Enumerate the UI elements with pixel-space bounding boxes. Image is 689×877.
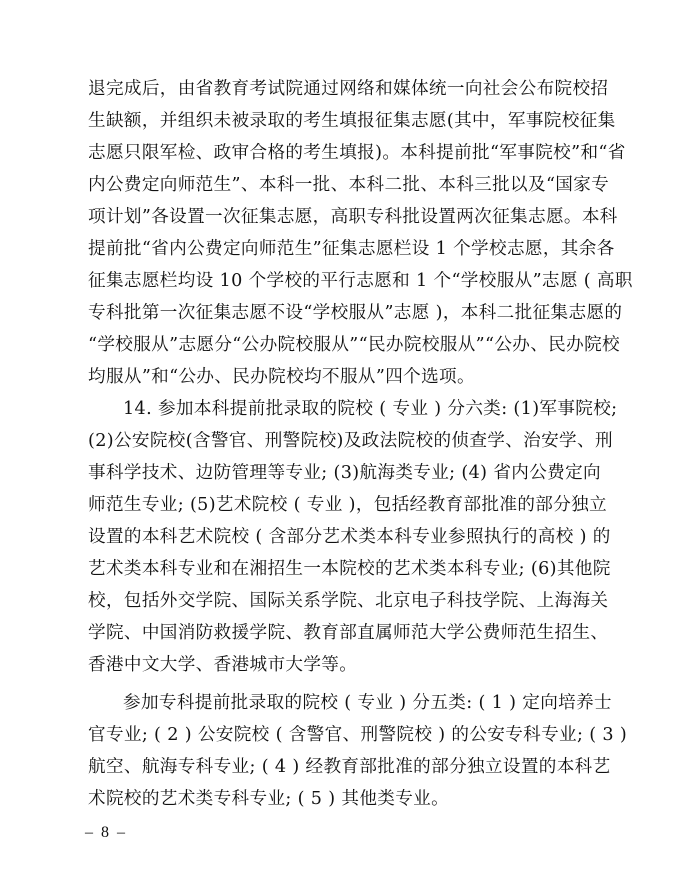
text-line: 提前批“省内公费定向师范生”征集志愿栏设 1 个学校志愿，其余各: [88, 239, 615, 259]
text-line: 退完成后，由省教育考试院通过网络和媒体统一向社会公布院校招: [88, 79, 609, 99]
text-line: 艺术类本科专业和在湘招生一本院校的艺术类本科专业; (6)其他院: [88, 559, 611, 579]
text-line: 学院、中国消防救援学院、教育部直属师范大学公费师范生招生、: [88, 623, 609, 643]
page-number: – 8 –: [85, 824, 127, 841]
text-line: (2)公安院校(含警官、刑警院校)及政法院校的侦查学、治安学、刑: [88, 431, 613, 451]
text-line: 志愿只限军检、政审合格的考生填报)。本科提前批“军事院校”和“省: [88, 143, 626, 163]
text-line: 官专业; ( 2 ) 公安院校 ( 含警官、刑警院校 ) 的公安专科专业; ( 3 ): [88, 725, 628, 745]
text-line: 师范生专业; (5)艺术院校 ( 专业 )，包括经教育部批准的部分独立: [88, 495, 608, 515]
text-line: 事科学技术、边防管理等专业; (3)航海类专业; (4) 省内公费定向: [88, 463, 601, 483]
text-line: 校，包括外交学院、国际关系学院、北京电子科技学院、上海海关: [88, 591, 609, 611]
text-line: 香港中文大学、香港城市大学等。: [88, 655, 358, 675]
text-line: 内公费定向师范生”、本科一批、本科二批、本科三批以及“国家专: [88, 175, 610, 195]
text-line: 术院校的艺术类专科专业; ( 5 ) 其他类专业。: [88, 789, 450, 809]
text-line: 14. 参加本科提前批录取的院校 ( 专业 ) 分六类: (1)军事院校;: [123, 399, 618, 419]
text-line: 专科批第一次征集志愿不设“学校服从”志愿 )，本科二批征集志愿的: [88, 303, 623, 323]
text-line: 参加专科提前批录取的院校 ( 专业 ) 分五类: ( 1 ) 定向培养士: [123, 693, 612, 713]
text-line: “学校服从”志愿分“公办院校服从”“民办院校服从”“公办、民办院校: [88, 335, 620, 355]
text-line: 项计划”各设置一次征集志愿，高职专科批设置两次征集志愿。本科: [88, 207, 618, 227]
text-line: 航空、航海专科专业; ( 4 ) 经教育部批准的部分独立设置的本科艺: [88, 757, 611, 777]
text-line: 征集志愿栏均设 10 个学校的平行志愿和 1 个“学校服从”志愿 ( 高职: [88, 271, 633, 291]
text-line: 生缺额，并组织未被录取的考生填报征集志愿(其中，军事院校征集: [88, 111, 616, 131]
text-line: 设置的本科艺术院校 ( 含部分艺术类本科专业参照执行的高校 ) 的: [88, 527, 611, 547]
text-line: 均服从”和“公办、民办院校均不服从”四个选项。: [88, 367, 475, 387]
